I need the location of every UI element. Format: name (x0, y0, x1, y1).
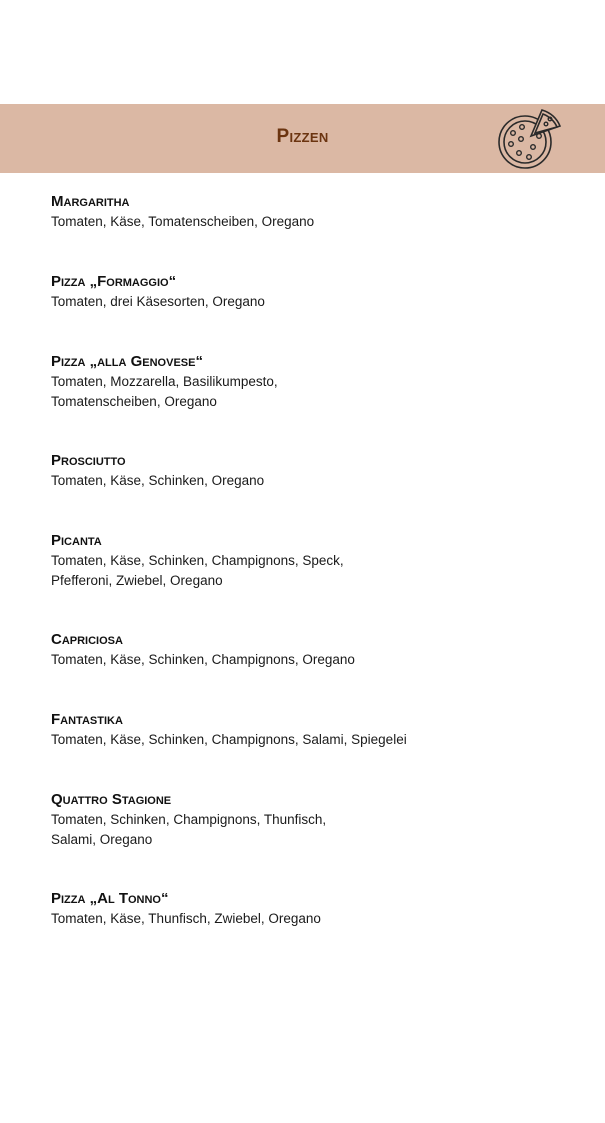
item-name: Capriciosa (51, 631, 123, 648)
menu-item (51, 272, 571, 312)
menu-item (51, 630, 571, 670)
item-description (51, 551, 571, 590)
description-line: Tomaten, Käse, Thunfisch, Zwiebel, Oregano (51, 911, 321, 926)
item-name: Fantastika (51, 711, 123, 728)
description-line: Pfefferoni, Zwiebel, Oregano (51, 572, 223, 588)
description-line: Tomaten, Schinken, Champignons, Thunfisch, (51, 812, 327, 827)
description-line: Tomatenscheiben, Oregano (51, 393, 217, 409)
section-header (0, 104, 605, 173)
item-description (51, 810, 571, 849)
item-name: Prosciutto (51, 452, 126, 469)
menu-item (51, 531, 571, 590)
menu-item (51, 710, 571, 750)
description-line: Tomaten, drei Käsesorten, Oregano (51, 294, 265, 309)
section-title: Pizzen (276, 126, 329, 147)
menu-item (51, 352, 571, 411)
item-name: Pizza „Formaggio“ (51, 273, 177, 290)
item-description (51, 909, 571, 929)
menu-item (51, 790, 571, 849)
description-line: Tomaten, Käse, Schinken, Champignons, Speck, (51, 553, 344, 568)
item-description (51, 292, 571, 312)
description-line: Tomaten, Käse, Schinken, Champignons, Oregano (51, 652, 355, 667)
item-description (51, 471, 571, 491)
menu-item (51, 889, 571, 929)
item-name: Picanta (51, 532, 102, 549)
item-description (51, 730, 571, 750)
description-line: Tomaten, Käse, Schinken, Champignons, Salami, Spiegelei (51, 732, 407, 747)
description-line: Salami, Oregano (51, 831, 153, 847)
item-name: Pizza „alla Genovese“ (51, 353, 203, 370)
item-description (51, 372, 571, 411)
menu-item (51, 451, 571, 491)
description-line: Tomaten, Käse, Schinken, Oregano (51, 473, 265, 488)
description-line: Tomaten, Mozzarella, Basilikumpesto, (51, 374, 278, 389)
menu-item (51, 192, 571, 232)
item-description (51, 650, 571, 670)
item-name: Pizza „Al Tonno“ (51, 890, 169, 907)
pizza-icon (495, 106, 563, 174)
item-description (51, 212, 571, 232)
description-line: Tomaten, Käse, Tomatenscheiben, Oregano (51, 214, 315, 229)
item-name: Margaritha (51, 193, 130, 210)
item-name: Quattro Stagione (51, 791, 172, 808)
